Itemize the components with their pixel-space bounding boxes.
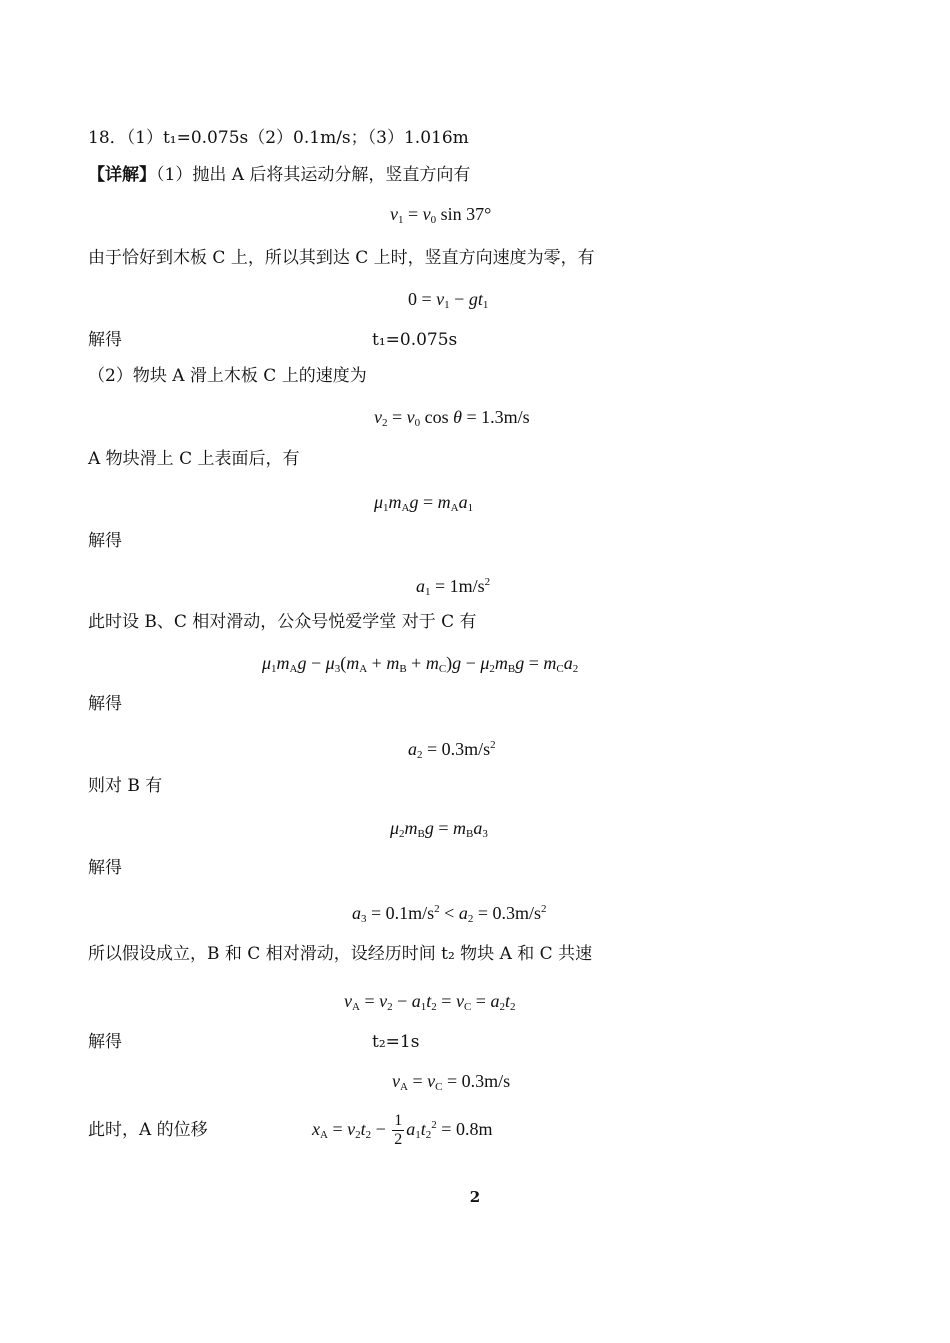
equation-2: $0 = v_1 - gt_1$ bbox=[408, 289, 489, 311]
detail-intro-text: （1）抛出 A 后将其运动分解，竖直方向有 bbox=[156, 165, 471, 185]
intro-part-2: （2）物块 A 滑上木板 C 上的速度为 bbox=[88, 366, 367, 386]
equation-1: $v_1 = v_0$ sin 37° bbox=[390, 204, 492, 226]
solve-label-1: 解得 bbox=[88, 330, 122, 350]
text-line-2: 由于恰好到木板 C 上，所以其到达 C 上时，竖直方向速度为零，有 bbox=[88, 248, 595, 268]
text-displacement: 此时，A 的位移 bbox=[88, 1120, 208, 1140]
equation-7: $a_2 = 0.3m/s^2$ bbox=[408, 739, 496, 761]
text-for-b: 则对 B 有 bbox=[88, 776, 163, 796]
solve-label-4: 解得 bbox=[88, 858, 122, 878]
equation-3: $v_2 = v_0$ cos θ = 1.3m/s bbox=[374, 407, 530, 429]
detail-tag: 【详解】 bbox=[88, 165, 156, 185]
solve-label-3: 解得 bbox=[88, 694, 122, 714]
equation-5: $a_1 = 1m/s^2$ bbox=[416, 576, 491, 598]
text-common-speed: 所以假设成立，B 和 C 相对滑动，设经历时间 t₂ 物块 A 和 C 共速 bbox=[88, 944, 593, 964]
solve-label-5: 解得 bbox=[88, 1032, 122, 1052]
solve-label-2: 解得 bbox=[88, 531, 122, 551]
equation-6: $\mu_1m_Ag - \mu_3(m_A + m_B + m_C)g - \mu_2m_Bg = m_Ca_2$ bbox=[262, 653, 579, 675]
result-t2: t₂=1s bbox=[372, 1032, 420, 1052]
text-assume: 此时设 B、C 相对滑动，公众号悦爱学堂 对于 C 有 bbox=[88, 612, 477, 632]
fraction-one-half: $\frac{1}{2}$ bbox=[394, 1112, 403, 1149]
equation-11: $v_A = v_C = 0.3m/s$ bbox=[392, 1071, 511, 1093]
answer-header: 18．（1）t₁=0.075s（2）0.1m/s；（3）1.016m bbox=[88, 128, 469, 148]
equation-10: $v_A = v_2 - a_1t_2 = v_C = a_2t_2$ bbox=[344, 991, 516, 1013]
text-a-slide: A 物块滑上 C 上表面后，有 bbox=[88, 449, 300, 469]
equation-12: $x_A = v_2t_2$ − $\frac{1}{2}$ $a_1t_2^2 = 0.8m$ bbox=[312, 1112, 493, 1149]
equation-4: $\mu_1m_Ag = m_Aa_1$ bbox=[374, 492, 474, 514]
equation-9: $a_3 = 0.1m/s^2 < a_2 = 0.3m/s^2$ bbox=[352, 903, 547, 925]
result-t1: t₁=0.075s bbox=[372, 330, 458, 350]
page-number: 2 bbox=[469, 1188, 481, 1206]
equation-8: $\mu_2m_Bg = m_Ba_3$ bbox=[390, 818, 488, 840]
detail-intro-line bbox=[88, 163, 470, 187]
